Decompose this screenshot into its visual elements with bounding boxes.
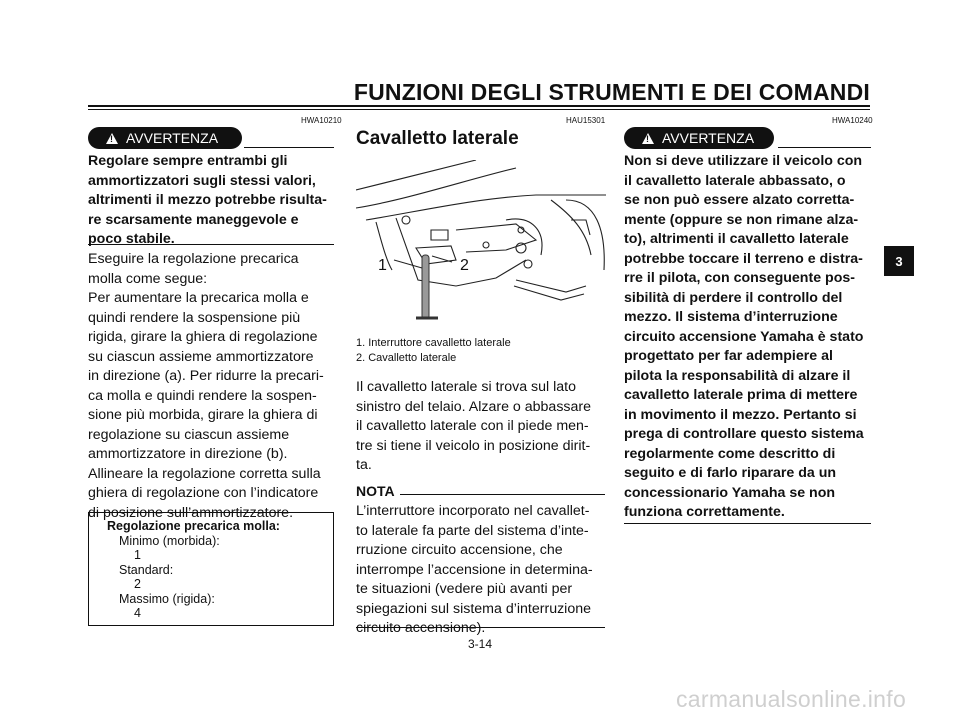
figure-captions [356, 336, 511, 365]
section-title: Cavalletto laterale [356, 128, 519, 149]
nota-rule [400, 494, 605, 495]
warning-line: to), altrimenti il cavalletto laterale [624, 231, 849, 247]
nota-line: L’interruttore incorporato nel cavallet- [356, 503, 590, 519]
body-line: Per aumentare la precarica molla e [88, 290, 309, 306]
body-line: quindi rendere la sospensione più [88, 309, 301, 326]
warning-line: mezzo. Il sistema d’interruzione [624, 309, 838, 325]
body-line: in direzione (a). Per ridurre la precari- [88, 368, 324, 384]
warning-line: ammortizzatori sugli stessi valori, [88, 172, 316, 189]
body-line: regolazione su ciascun assieme [88, 426, 290, 443]
warning-end-rule [624, 523, 871, 524]
spec-std-value: 2 [134, 577, 141, 591]
nota-line: interrompe l’accensione in determina- [356, 561, 593, 578]
figure-label-1: 1 [378, 257, 387, 274]
body-line: ghiera di regolazione con l’indicatore [88, 485, 319, 501]
body-line: Eseguire la regolazione precarica [88, 251, 299, 267]
preload-instructions [88, 250, 334, 523]
warning-line: pilota la responsabilità di alzare il [624, 367, 851, 384]
warning-label: AVVERTENZA [662, 130, 755, 146]
figure-label-2: 2 [460, 257, 469, 274]
body-line: di posizione sull’ammortizzatore. [88, 504, 294, 521]
chapter-tab[interactable]: 3 [884, 246, 914, 276]
body-line: molla come segue: [88, 270, 208, 287]
warning-line: circuito accensione Yamaha è stato [624, 328, 864, 345]
warning-triangle-icon [642, 133, 654, 144]
warning-line: re scarsamente maneggevole e [88, 211, 299, 228]
body-line: ta. [356, 457, 372, 473]
spec-box [88, 512, 334, 626]
warning-badge [88, 127, 242, 149]
warning-line: funziona correttamente. [624, 504, 785, 520]
watermark: carmanualsonline.info [676, 686, 907, 712]
warning-line: regolarmente come descritto di [624, 445, 836, 462]
warning-line: rre il pilota, con conseguente pos- [624, 270, 855, 286]
warning-line: il cavalletto laterale abbassato, o [624, 172, 846, 189]
warning-line: potrebbe toccare il terreno e distra- [624, 250, 863, 267]
spec-std-label: Standard: [119, 562, 174, 577]
spec-min-label: Minimo (morbida): [119, 533, 220, 548]
nota-text [356, 502, 605, 639]
body-line: tre si tiene il veicolo in posizione dirit- [356, 437, 591, 454]
body-line: su ciascun assieme ammortizzatore [88, 348, 314, 365]
sidestand-warning-text [624, 152, 871, 523]
header-rule [88, 105, 870, 107]
spec-max-value: 4 [134, 606, 141, 620]
caption-item: 2. Cavalletto laterale [356, 351, 457, 364]
body-line: il cavalletto laterale con il piede men- [356, 418, 589, 434]
warning-line: prega di controllare questo sistema [624, 426, 864, 442]
page-header-title: FUNZIONI DEGLI STRUMENTI E DEI COMANDI [353, 79, 870, 105]
ref-code: HWA10240 [832, 116, 873, 125]
warning-line: altrimenti il mezzo potrebbe risulta- [88, 192, 327, 208]
nota-line: te situazioni (vedere più avanti per [356, 581, 573, 597]
warning-label: AVVERTENZA [126, 130, 219, 146]
page-number: 3-14 [467, 637, 493, 651]
spec-max-label: Massimo (rigida): [119, 591, 215, 606]
caption-item: 1. Interruttore cavalletto laterale [356, 337, 511, 349]
warning-line: cavalletto laterale prima di mettere [624, 387, 858, 403]
spec-title: Regolazione precarica molla: [107, 519, 280, 533]
warning-line: poco stabile. [88, 231, 175, 247]
body-line: sione più morbida, girare la ghiera di [88, 407, 318, 423]
nota-label: NOTA [356, 483, 395, 499]
nota-line: rruzione circuito accensione, che [356, 542, 563, 558]
body-line: rigida, girare la ghiera di regolazione [88, 329, 318, 345]
sidestand-illustration [356, 160, 606, 330]
body-line: ca molla e quindi rendere la sospen- [88, 387, 317, 404]
nota-line: spiegazioni sul sistema d’interruzione [356, 600, 592, 617]
ref-code: HAU15301 [566, 116, 606, 125]
nota-line: circuito accensione). [356, 620, 486, 636]
warning-line: mente (oppure se non rimane alza- [624, 211, 859, 228]
nota-end-rule [356, 627, 605, 628]
warning-triangle-icon [106, 133, 118, 144]
warning-text [88, 152, 334, 250]
warning-rule [244, 147, 334, 148]
warning-line: in movimento il mezzo. Pertanto si [624, 406, 857, 423]
body-line: Allineare la regolazione corretta sulla [88, 465, 321, 482]
warning-line: sibilità di perdere il controllo del [624, 289, 843, 306]
warning-end-rule [88, 244, 334, 245]
body-line: Il cavalletto laterale si trova sul lato [356, 379, 577, 395]
body-line: sinistro del telaio. Alzare o abbassare [356, 398, 592, 415]
warning-line: Non si deve utilizzare il veicolo con [624, 153, 863, 169]
spec-min-value: 1 [134, 548, 141, 562]
warning-line: seguito e di farlo riparare da un [624, 465, 837, 481]
warning-line: concessionario Yamaha se non [624, 484, 836, 501]
sidestand-description [356, 378, 605, 476]
nota-line: to laterale fa parte del sistema d’inte- [356, 522, 589, 539]
body-line: ammortizzatore in direzione (b). [88, 446, 288, 462]
warning-badge [624, 127, 774, 149]
header-rule-thin [88, 109, 870, 110]
warning-line: progettato per far adempiere al [624, 348, 833, 364]
warning-line: se non può essere alzato corretta- [624, 192, 855, 208]
ref-code: HWA10210 [301, 116, 342, 125]
warning-line: Regolare sempre entrambi gli [88, 153, 288, 169]
warning-rule [778, 147, 871, 148]
